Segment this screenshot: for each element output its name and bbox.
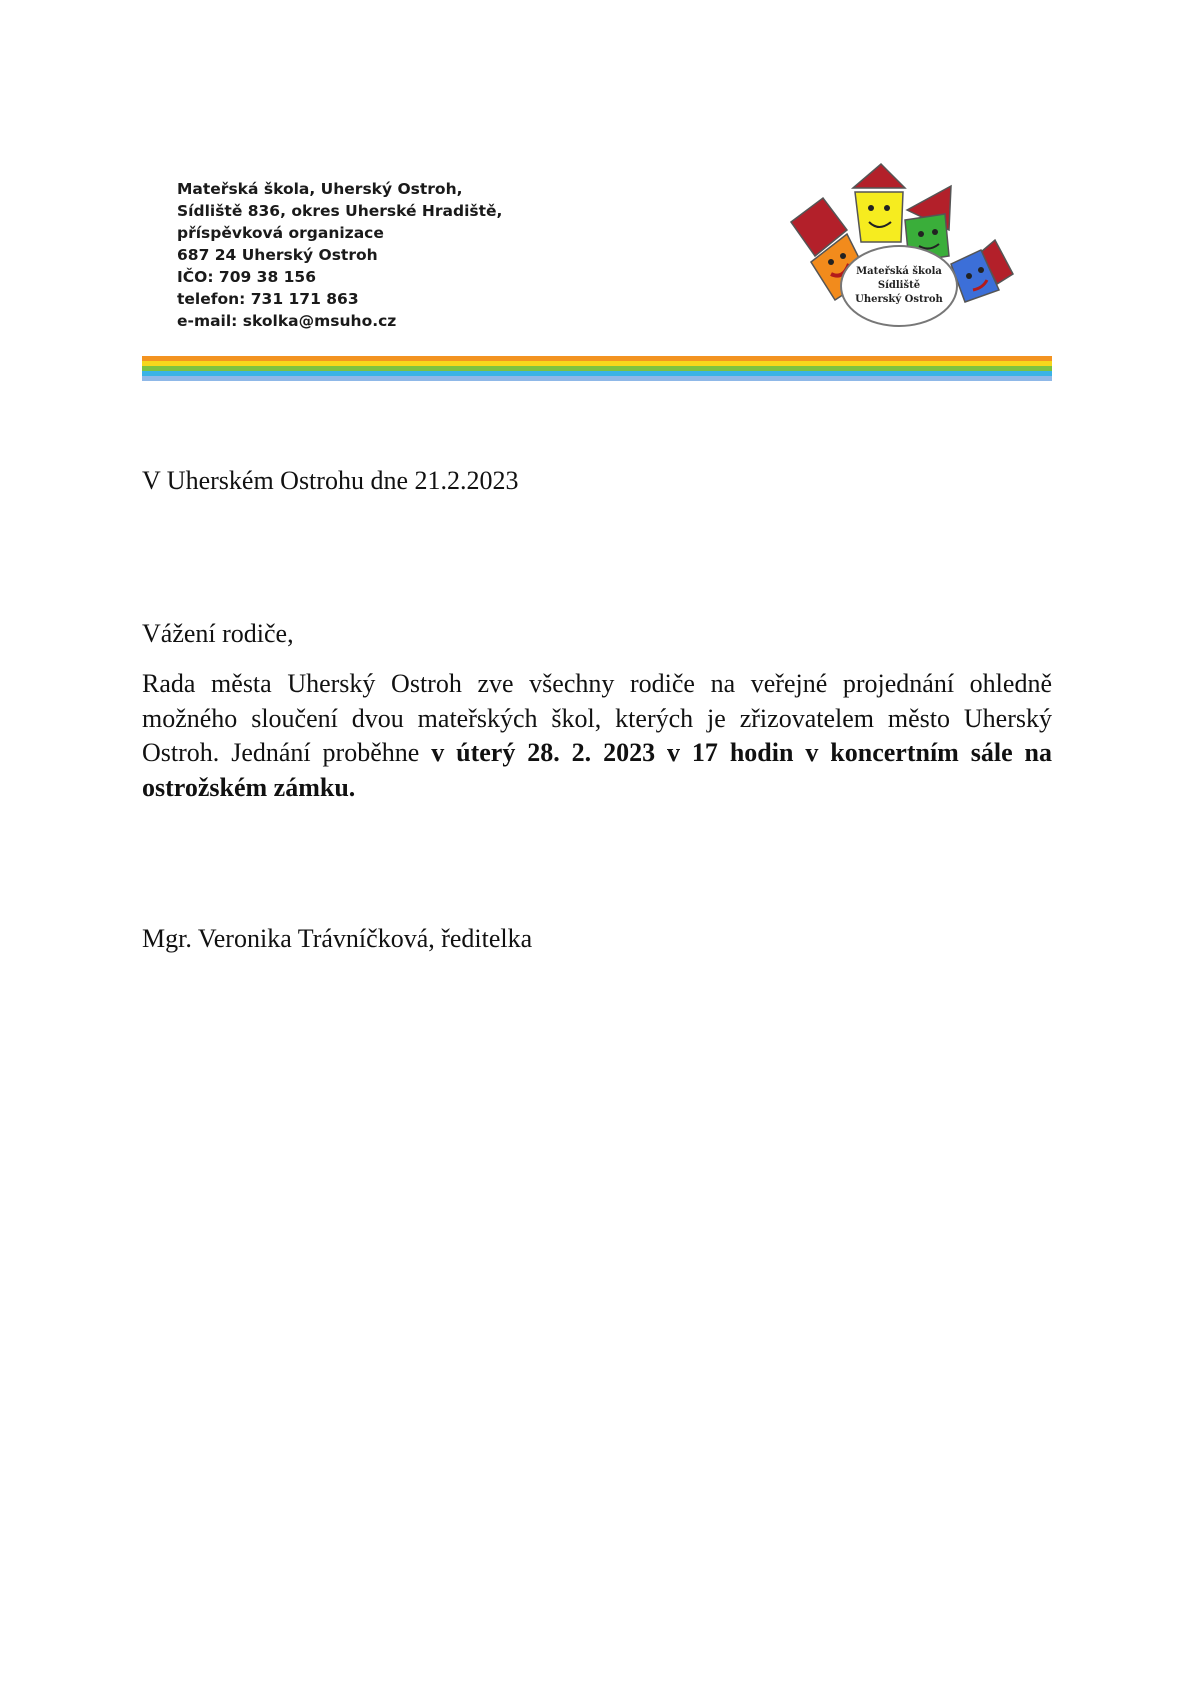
yellow-house-icon: [853, 164, 905, 242]
letterhead-postal-code: 687 24 Uherský Ostroh: [177, 246, 378, 264]
letter-signature: Mgr. Veronika Trávníčková, ředitelka: [142, 924, 533, 953]
letter-body: [142, 667, 1052, 805]
letter-body-emphasis: v úterý 28. 2. 2023 v 17 hodin v koncertním sále na ostrožském zámku.: [142, 738, 1053, 802]
letter-greeting: Vážení rodiče,: [142, 619, 294, 648]
rainbow-divider: [142, 356, 1052, 386]
school-logo: [785, 160, 1030, 350]
rainbow-stripe: [142, 376, 1052, 381]
letterhead-address: Sídliště 836, okres Uherské Hradiště,: [177, 202, 503, 220]
letterhead-organization-type: příspěvková organizace: [177, 224, 384, 242]
letterhead-email: e-mail: skolka@msuho.cz: [177, 312, 397, 330]
logo-text-line-1: Mateřská škola: [856, 266, 942, 277]
blue-house-icon: [951, 240, 1013, 302]
letterhead: [177, 178, 557, 332]
letter-date: V Uherském Ostrohu dne 21.2.2023: [142, 466, 519, 495]
logo-text-line-2: Sídliště: [877, 280, 921, 291]
logo-text-line-3: Uherský Ostroh: [855, 294, 943, 305]
letterhead-phone: telefon: 731 171 863: [177, 290, 359, 308]
letterhead-ico: IČO: 709 38 156: [177, 268, 316, 286]
letterhead-school-name: Mateřská škola, Uherský Ostroh,: [177, 180, 463, 198]
letter-body-text: Rada města Uherský Ostroh zve všechny rodiče na veřejné projednání ohledně možného sloučení dvou mateřských škol, kterých je zřizovatelem město Uherský Ostroh. Jednání proběhne: [142, 669, 1052, 767]
